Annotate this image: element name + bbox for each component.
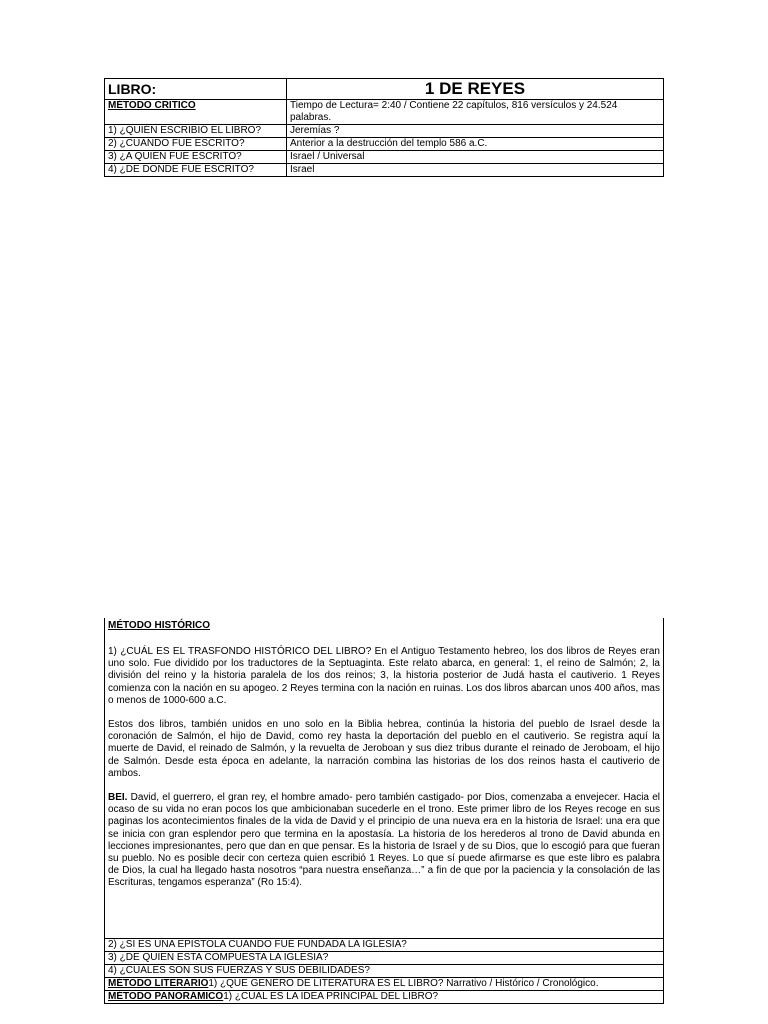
historico-paragraph-3 bbox=[108, 792, 660, 890]
bei-text: David, el guerrero, el gran rey, el hombre amado- pero también castigado- por Dios, comenzaba a envejecer. Hacia el ocaso de su vida no eran pocos los que ambicionaban sucederle en el trono. Este primer libro de los Reyes recoge en sus paginas los acontecimientos finales de la vida de David y el principio de una nueva era en la historia de Israel: una era que se inicia con gran esplendor pero que termina en la apostasía. La historia de los herederos al trono de David abunda en lecciones impresionantes, pero que dan en que pensar. Es la historia de Israel y de su Dios, que lo escogió para que fueran su pueblo. No es posible decir con certeza quien escribió 1 Reyes. Lo que sí puede afirmarse es que este libro es palabra de Dios, la cual ha llegado hasta nosotros “para nuestra enseñanza…” a fin de que por la paciencia y la consolación de las Escrituras, tengamos esperanza” (Ro 15:4). bbox=[108, 792, 660, 889]
answer-cell: Anterior a la destrucción del templo 586 a.C. bbox=[287, 138, 664, 151]
libro-label: LIBRO: bbox=[105, 79, 287, 100]
historico-paragraph-1: 1) ¿CUÁL ES EL TRASFONDO HISTÓRICO DEL LIBRO? En el Antiguo Testamento hebreo, los dos libros de Reyes eran uno solo. Fue dividido por los traductores de la Septuaginta. Este relato abarca, en general: 1, el reino de Salmón; 2, la división del reino y la historia paralela de los dos reinos; 3, la historia posterior de Judá hasta el cautiverio. 1 Reyes comienza con la nación en su apogeo. 2 Reyes termina con la nación en ruinas. Los dos libros abarcan unos 400 años, mas o menos de 1000-600 a.C. bbox=[108, 646, 660, 706]
metodo-critico-label: MÉTODO CRITICO bbox=[105, 100, 287, 125]
answer-cell: Israel / Universal bbox=[287, 151, 664, 164]
question-row-3: 3) ¿DE QUIEN ESTA COMPUESTA LA IGLESIA? bbox=[105, 951, 663, 964]
ficha-table bbox=[104, 78, 664, 177]
question-cell: 2) ¿CUANDO FUE ESCRITO? bbox=[105, 138, 287, 151]
metodo-panoramico-text: 1) ¿CUAL ES LA IDEA PRINCIPAL DEL LIBRO? bbox=[223, 991, 439, 1002]
metodo-literario-label: MÉTODO LITERARIO bbox=[108, 978, 209, 989]
metodo-literario-row bbox=[105, 977, 663, 990]
metodo-literario-text: 1) ¿QUE GENERO DE LITERATURA ES EL LIBRO? Narrativo / Histórico / Cronológico. bbox=[208, 978, 599, 989]
reading-time: Tiempo de Lectura= 2:40 / Contiene 22 capítulos, 816 versículos y 24.524 palabras. bbox=[287, 100, 664, 125]
metodo-panoramico-label: MÉTODO PANORÁMICO bbox=[108, 991, 224, 1002]
historico-content bbox=[105, 618, 663, 938]
bei-label: BEI. bbox=[108, 792, 128, 804]
metodo-panoramico-row bbox=[105, 990, 663, 1003]
question-cell: 3) ¿A QUIEN FUE ESCRITO? bbox=[105, 151, 287, 164]
historico-heading: MÉTODO HISTÓRICO bbox=[108, 620, 211, 631]
book-title: 1 DE REYES bbox=[287, 79, 664, 100]
question-cell: 4) ¿DE DONDE FUE ESCRITO? bbox=[105, 164, 287, 177]
question-row-4: 4) ¿CUALES SON SUS FUERZAS Y SUS DEBILIDADES? bbox=[105, 964, 663, 977]
question-cell: 1) ¿QUIÉN ESCRIBIÓ EL LIBRO? bbox=[105, 125, 287, 138]
answer-cell: Jeremías ? bbox=[287, 125, 664, 138]
metodo-historico-box bbox=[104, 618, 664, 1004]
historico-paragraph-2: Estos dos libros, también unidos en uno solo en la Biblia hebrea, continúa la historia del pueblo de Israel desde la coronación de Salmón, el hijo de David, como rey hasta la deportación del pueblo en el cautiverio. Se registra aquí la muerte de David, el reinado de Salmón, y la revuelta de Jeroboan y sus diez tribus durante el reinado de Jeroboam, el hijo de Salmón. Desde esta época en adelante, la narración combina las historias de los dos reinos hasta el cautiverio de ambos. bbox=[108, 719, 660, 779]
question-row-2: 2) ¿SI ES UNA EPISTOLA CUANDO FUE FUNDADA LA IGLESIA? bbox=[105, 938, 663, 951]
answer-cell: Israel bbox=[287, 164, 664, 177]
